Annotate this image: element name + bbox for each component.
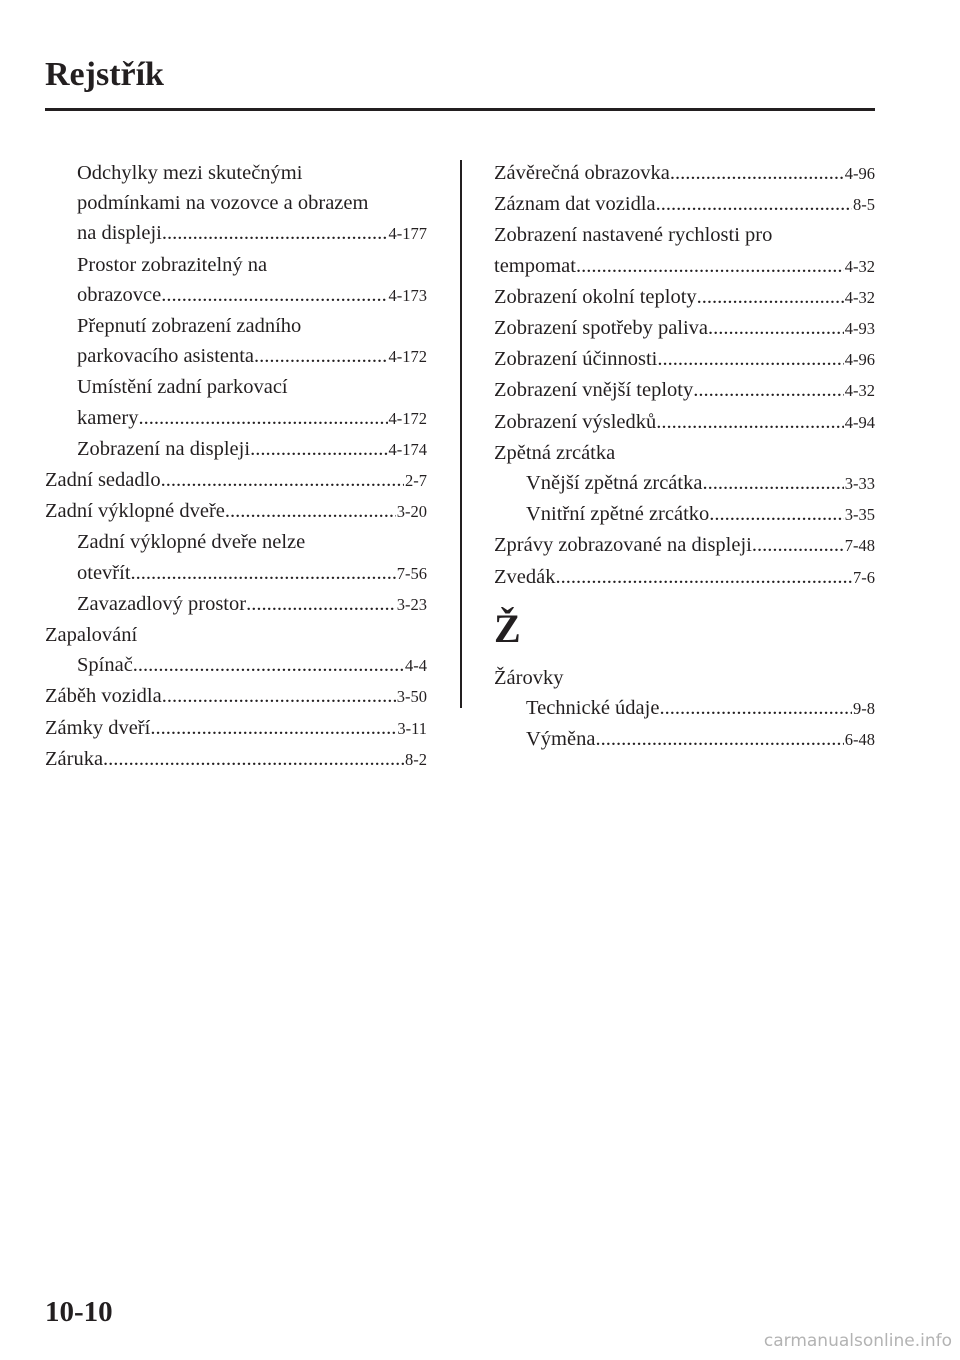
page-reference: 3-23 xyxy=(396,594,427,614)
index-entry xyxy=(45,681,427,712)
dot-leader xyxy=(656,407,844,437)
index-entry-row xyxy=(526,468,875,499)
index-entry-row xyxy=(526,499,875,530)
dot-leader xyxy=(161,280,387,310)
index-term: otevřít xyxy=(77,561,131,584)
index-entry-row xyxy=(77,589,427,620)
index-term: Zadní sedadlo xyxy=(45,469,161,492)
index-entry xyxy=(494,344,875,375)
index-entry-row xyxy=(526,724,875,755)
index-entry xyxy=(45,713,427,744)
page-reference: 4-32 xyxy=(844,287,875,307)
dot-leader xyxy=(131,558,396,588)
index-entry xyxy=(45,620,427,650)
dot-leader xyxy=(103,744,404,774)
dot-leader xyxy=(162,681,396,711)
dot-leader xyxy=(702,468,843,498)
dot-leader xyxy=(708,313,844,343)
index-entry xyxy=(45,589,427,620)
index-entry-row xyxy=(494,282,875,313)
index-entry-line: Umístění zadní parkovací xyxy=(77,376,288,399)
index-term: Vnější zpětná zrcátka xyxy=(526,472,703,495)
page-reference: 4-4 xyxy=(405,656,427,676)
dot-leader xyxy=(697,282,844,312)
index-entry-row xyxy=(45,681,427,712)
page-title: Rejstřík xyxy=(45,56,164,93)
dot-leader xyxy=(693,375,844,405)
index-entry-row xyxy=(77,650,427,681)
index-entry-row xyxy=(77,434,427,465)
page-reference: 4-173 xyxy=(388,285,427,305)
page-reference: 8-5 xyxy=(853,195,875,215)
index-entry xyxy=(45,158,427,250)
index-entry xyxy=(45,250,427,311)
dot-leader xyxy=(250,434,387,464)
dot-leader xyxy=(656,189,852,219)
index-term: Zobrazení spotřeby paliva xyxy=(494,317,709,340)
index-term: Technické údaje xyxy=(526,697,660,720)
index-entry xyxy=(494,407,875,438)
index-entry-row xyxy=(526,693,875,724)
dot-leader xyxy=(225,496,396,526)
page-reference: 7-48 xyxy=(844,536,875,556)
index-entry xyxy=(45,465,427,496)
dot-leader xyxy=(657,344,843,374)
page-reference: 4-32 xyxy=(844,256,875,276)
index-entries-section xyxy=(494,663,875,756)
page-reference: 3-50 xyxy=(396,687,427,707)
index-entry-line: Žárovky xyxy=(494,666,564,689)
index-entry xyxy=(494,438,875,468)
index-entry-row xyxy=(494,189,875,220)
page-reference: 9-8 xyxy=(853,699,875,719)
index-entry-row xyxy=(77,403,427,434)
watermark: carmanualsonline.info xyxy=(763,1331,952,1351)
index-term: kamery xyxy=(77,406,139,429)
dot-leader xyxy=(555,562,852,592)
page-reference: 4-172 xyxy=(388,408,427,428)
dot-leader xyxy=(595,724,843,754)
index-term: Spínač xyxy=(77,654,133,677)
dot-leader xyxy=(709,499,843,529)
index-entry xyxy=(45,650,427,681)
page-reference: 8-2 xyxy=(405,749,427,769)
page-reference: 4-32 xyxy=(844,381,875,401)
index-entry xyxy=(494,499,875,530)
index-entry-line: Zapalování xyxy=(45,624,138,647)
page-reference: 6-48 xyxy=(844,730,875,750)
index-entry-row xyxy=(494,344,875,375)
index-entry xyxy=(494,220,875,281)
index-entry-row xyxy=(77,558,427,589)
index-term: Záruka xyxy=(45,747,104,770)
title-rule xyxy=(45,108,875,111)
dot-leader xyxy=(162,218,388,248)
index-entry-line: Přepnutí zobrazení zadního xyxy=(77,315,302,338)
page-reference: 4-94 xyxy=(844,412,875,432)
page-reference: 4-96 xyxy=(844,350,875,370)
index-term: obrazovce xyxy=(77,283,162,306)
page-number: 10-10 xyxy=(45,1296,113,1328)
index-column-left xyxy=(45,158,427,775)
page-reference: 3-11 xyxy=(397,718,427,738)
index-entry-line: Odchylky mezi skutečnými xyxy=(77,162,303,184)
dot-leader xyxy=(752,530,844,560)
index-entry-row xyxy=(45,713,427,744)
column-divider xyxy=(460,160,462,708)
index-entry-row xyxy=(494,251,875,282)
dot-leader xyxy=(670,158,844,188)
dot-leader xyxy=(246,589,396,619)
index-entry xyxy=(494,562,875,593)
index-column-right xyxy=(494,158,875,755)
index-term: Zvedák xyxy=(494,565,556,588)
index-entry-row xyxy=(494,530,875,561)
index-entry xyxy=(494,693,875,724)
page-reference: 2-7 xyxy=(405,471,427,491)
dot-leader xyxy=(150,713,396,743)
page-reference: 4-96 xyxy=(844,164,875,183)
index-term: Zobrazení účinnosti xyxy=(494,348,658,371)
index-entry xyxy=(494,313,875,344)
index-term: Zadní výklopné dveře xyxy=(45,500,225,523)
index-entry xyxy=(45,372,427,433)
index-entry xyxy=(45,496,427,527)
index-entry-row xyxy=(45,465,427,496)
dot-leader xyxy=(254,341,387,371)
dot-leader xyxy=(138,403,387,433)
index-entries-right xyxy=(494,158,875,593)
index-term: Záběh vozidla xyxy=(45,685,162,708)
index-entry-line: Zobrazení nastavené rychlosti pro xyxy=(494,224,773,247)
index-term: tempomat xyxy=(494,254,576,277)
index-entry-row xyxy=(45,496,427,527)
index-term: parkovacího asistenta xyxy=(77,345,255,368)
index-entry xyxy=(494,468,875,499)
page-reference: 4-172 xyxy=(388,347,427,367)
page-reference: 4-174 xyxy=(388,439,427,459)
index-entry-row xyxy=(494,375,875,406)
index-entry xyxy=(45,527,427,588)
index-entry xyxy=(45,744,427,775)
index-term: Výměna xyxy=(526,728,596,751)
index-entry-line: Zpětná zrcátka xyxy=(494,441,616,464)
index-term: Zavazadlový prostor xyxy=(77,592,247,615)
dot-leader xyxy=(659,693,852,723)
page-reference: 7-6 xyxy=(853,567,875,587)
index-entry-line: podmínkami na vozovce a obrazem xyxy=(77,192,369,215)
index-term: Zobrazení na displeji xyxy=(77,437,251,460)
index-entry-line: Zadní výklopné dveře nelze xyxy=(77,531,306,554)
index-entry xyxy=(494,282,875,313)
index-entry-row xyxy=(77,280,427,311)
index-entry xyxy=(45,434,427,465)
index-entry-row xyxy=(494,313,875,344)
index-term: Zprávy zobrazované na displeji xyxy=(494,534,752,557)
index-entry xyxy=(494,375,875,406)
index-entry-row xyxy=(494,407,875,438)
index-entry xyxy=(494,530,875,561)
section-letter: Ž xyxy=(494,605,521,651)
index-entry-row xyxy=(77,341,427,372)
index-entry-row xyxy=(494,562,875,593)
index-entry xyxy=(494,189,875,220)
index-term: Zámky dveří xyxy=(45,716,151,739)
page-reference: 4-177 xyxy=(388,224,427,244)
page-reference: 4-93 xyxy=(844,319,875,339)
dot-leader xyxy=(161,465,404,495)
page-reference: 7-56 xyxy=(396,563,427,583)
dot-leader xyxy=(133,650,404,680)
page-reference: 3-20 xyxy=(396,502,427,522)
page-reference: 3-35 xyxy=(844,505,875,525)
index-entry-line: Prostor zobrazitelný na xyxy=(77,253,268,276)
index-term: Vnitřní zpětné zrcátko xyxy=(526,503,710,526)
index-entry-row xyxy=(45,744,427,775)
index-entry-row xyxy=(494,158,875,189)
index-term: Zobrazení výsledků xyxy=(494,410,657,433)
index-entry xyxy=(494,724,875,755)
index-term: Zobrazení vnější teploty xyxy=(494,379,694,402)
index-entry-row xyxy=(77,218,427,249)
index-term: na displeji xyxy=(77,222,162,245)
index-term: Závěrečná obrazovka xyxy=(494,162,670,184)
index-entry xyxy=(494,158,875,189)
index-entry xyxy=(45,311,427,372)
index-term: Záznam dat vozidla xyxy=(494,193,656,216)
index-entry xyxy=(494,663,875,693)
dot-leader xyxy=(576,251,844,281)
index-term: Zobrazení okolní teploty xyxy=(494,285,697,308)
page-reference: 3-33 xyxy=(844,474,875,494)
